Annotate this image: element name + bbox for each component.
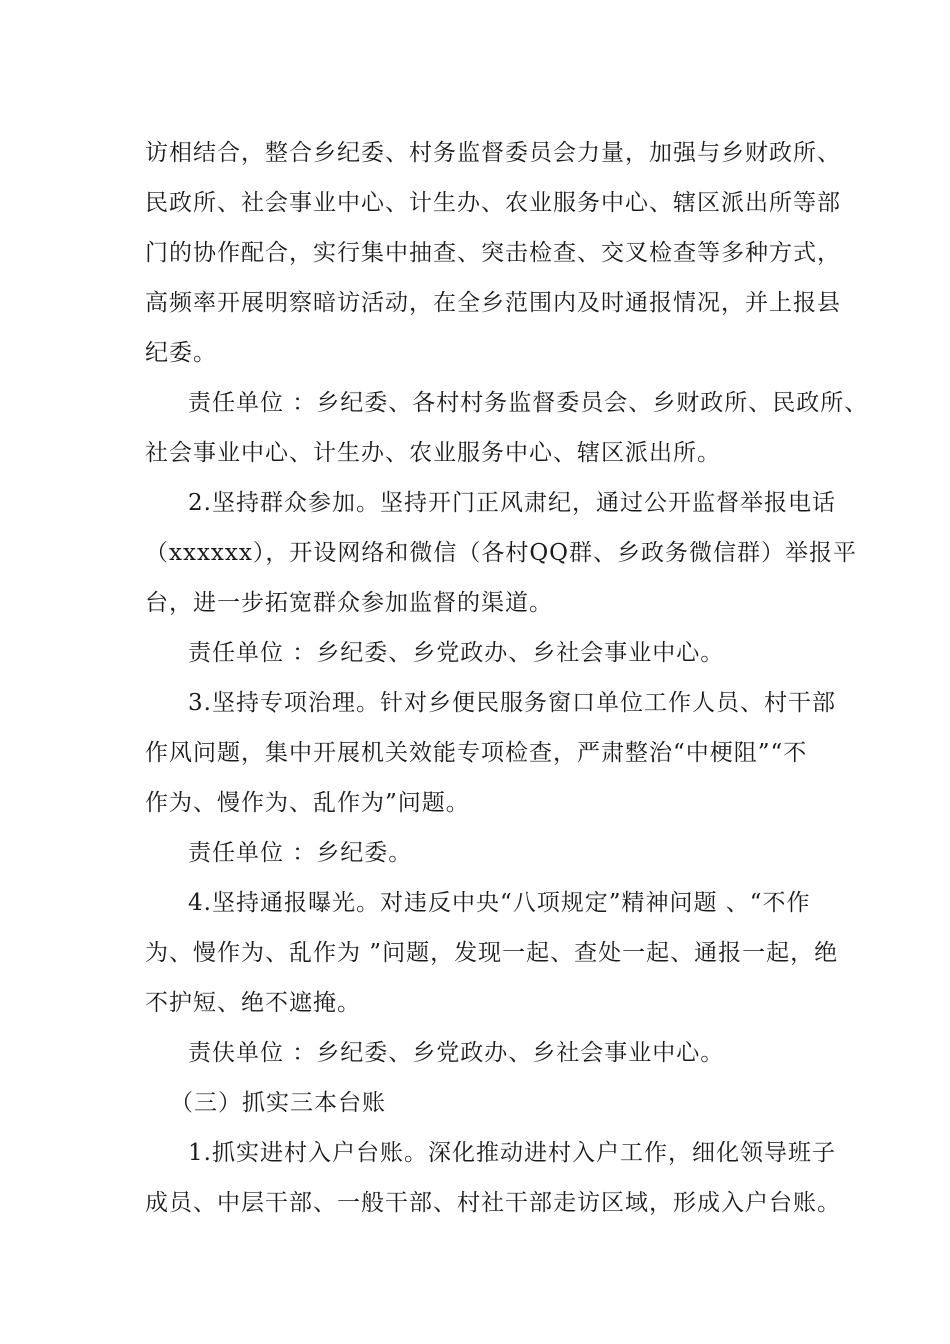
- body-text-line: 为、慢作为、乱作为 ”问题，发现一起、查处一起、通报一起，绝: [145, 940, 839, 966]
- section-heading: （三）抓实三本台账: [170, 1090, 386, 1116]
- numbered-item-line: 2.坚持群众参加。坚持开门正风肃纪，通过公开监督举报电话: [188, 490, 836, 516]
- numbered-item-line: 1.抓实进村入户台账。深化推动进村入户工作，细化领导班子: [188, 1140, 836, 1166]
- body-text-line: 访相结合，整合乡纪委、村务监督委员会力量，加强与乡财政所、: [145, 140, 841, 166]
- body-text-line: 纪委。: [145, 340, 217, 366]
- responsibility-line: 责任单位 ：乡纪委、各村村务监督委员会、乡财政所、民政所、: [188, 390, 869, 416]
- body-text-line: 高频率开展明察暗访活动，在全乡范围内及时通报情况，并上报县: [145, 290, 841, 316]
- body-text-line: 民政所、社会事业中心、计生办、农业服务中心、辖区派出所等部: [145, 190, 841, 216]
- numbered-item-line: 4.坚持通报曝光。对违反中央“八项规定”精神问题 、“不作: [188, 890, 811, 916]
- responsibility-line: 责任单位 ：乡纪委、乡党政办、乡社会事业中心。: [188, 640, 725, 666]
- body-text-line: 作风问题，集中开展机关效能专项检查，严肃整治“中梗阻”“不: [145, 740, 808, 766]
- body-text-line: 成员、中层干部、一般干部、村社干部走访区域，形成入户台账。: [145, 1190, 841, 1216]
- body-text-line: 台，进一步拓宽群众参加监督的渠道。: [145, 590, 553, 616]
- body-text-line: 作为、慢作为、乱作为”问题。: [145, 790, 470, 816]
- body-text-line: 社会事业中心、计生办、农业服务中心、辖区派出所。: [145, 440, 721, 466]
- responsibility-line: 责任单位 ：乡纪委。: [188, 840, 413, 866]
- responsibility-line: 责伕单位 ：乡纪委、乡党政办、乡社会事业中心。: [188, 1040, 725, 1066]
- numbered-item-line: 3.坚持专项治理。针对乡便民服务窗口单位工作人员、村干部: [188, 690, 836, 716]
- body-text-line: 不护短、绝不遮掩。: [145, 990, 361, 1016]
- body-text-line: （xxxxxx），开设网络和微信（各村QQ群、乡政务微信群）举报平: [145, 540, 858, 566]
- body-text-line: 门的协作配合，实行集中抽查、突击检查、交叉检查等多种方式，: [145, 240, 841, 266]
